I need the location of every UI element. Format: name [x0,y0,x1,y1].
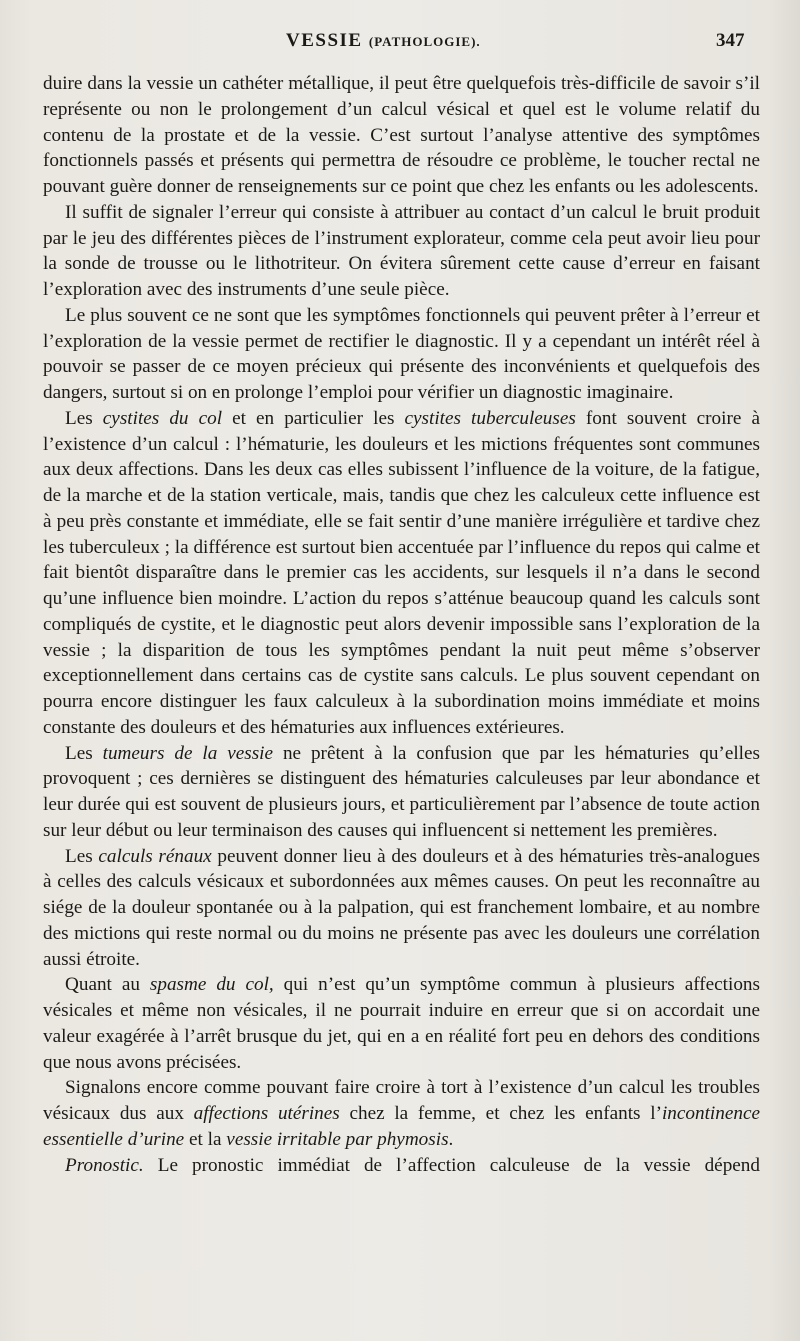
text-run: et la [184,1128,227,1150]
running-title [286,30,481,52]
page-number: 347 [716,30,745,51]
text-run: . [448,1128,454,1150]
paragraph [43,200,760,303]
paragraph [43,741,760,844]
text-run: ne prêtent à la confusion que par les hématuries qu’elles provoquent ; ces dernières se distinguent des hématuries calculeuses par leur abondance et leur durée qui est souvent de plusieurs jours, et particulièrement par l’absence de toute action sur leur début ou leur terminaison des causes qui influencent si nettement les premières. [43,742,760,841]
text-run: Les [65,742,103,764]
text-run: Les [65,845,99,867]
paragraph [43,71,760,200]
paragraph [43,1075,760,1152]
running-title-main: VESSIE [286,30,363,51]
text-run: Signalons encore comme pouvant faire croire à tort à l’existence d’un calcul les troubles vésicaux dus aux [43,1077,760,1124]
italic-term: cystites tuberculeuses [404,407,576,429]
text-run: Il suffit de signaler l’erreur qui consiste à attribuer au contact d’un calcul le bruit produit par le jeu des différentes pièces de l’instrument explorateur, comme cela peut avoir lieu pour la sonde de trousse ou le lithotriteur. On évitera sûrement cette cause d’erreur en faisant l’exploration avec des instruments d’une seule pièce. [43,201,760,300]
italic-term: spasme du col, [149,974,274,996]
italic-term: vessie irritable par phymosis [226,1128,449,1150]
paragraph [43,406,760,741]
italic-term: tumeurs de la vessie [102,742,274,764]
text-run: Les [65,407,103,429]
text-run: Le pronostic immédiat de l’affection calculeuse de la vessie dépend [143,1154,760,1176]
body-text [43,71,760,1178]
running-header [0,30,800,60]
italic-term: calculs rénaux [98,845,212,867]
text-run: Le plus souvent ce ne sont que les symptômes fonctionnels qui peuvent prêter à l’erreur et l’exploration de la vessie permet de rectifier le diagnostic. Il y a cependant un intérêt réel à pouvoir se passer de ce moyen précieux qui présente des inconvénients et quelquefois des dangers, surtout si on en prolonge l’emploi pour vérifier un diagnostic imaginaire. [43,304,760,403]
text-run: duire dans la vessie un cathéter métallique, il peut être quelquefois très-difficile de savoir s’il représente ou non le prolongement d’un calcul vésical et quel est le volume relatif du contenu de la prostate et de la vessie. C’est surtout l’analyse attentive des symptômes fonctionnels passés et présents qui permettra de résoudre ce problème, le toucher rectal ne pouvant guère donner de renseignements sur ce point que chez les enfants ou les adolescents. [43,73,760,197]
paragraph [43,1153,760,1179]
running-title-sub: (PATHOLOGIE). [368,34,481,49]
italic-term: incontinence essentielle d’urine [43,1103,760,1150]
italic-term: Pronostic. [65,1154,144,1176]
text-run: et en particulier les [222,407,405,429]
text-run: Quant au [65,974,150,996]
text-run: peuvent donner lieu à des douleurs et à des hématuries très-analogues à celles des calculs vésicaux et subordonnées aux mêmes causes. On peut les reconnaître au siége de la douleur spontanée ou à la palpation, qui est franchement lombaire, et au nombre des mictions qui reste normal ou du moins ne présente pas avec les douleurs une corrélation aussi étroite. [43,845,760,970]
italic-term: cystites du col [102,407,223,429]
text-run: chez la femme, et chez les enfants l’ [339,1103,662,1124]
italic-term: affections utérines [193,1103,340,1124]
paragraph [43,844,760,973]
paragraph [43,303,760,406]
text-run: qui n’est qu’un symptôme commun à plusieurs affections vésicales et même non vésicales, il ne pourrait induire en erreur que si on accordait une valeur exagérée à l’arrêt brusque du jet, qui en a en réalité fort peu en dehors des conditions que nous avons précisées. [43,974,760,1073]
paragraph [43,972,760,1075]
text-run: font souvent croire à l’existence d’un calcul : l’hématurie, les douleurs et les mictions fréquentes sont communes aux deux affections. Dans les deux cas elles subissent l’influence de la voiture, de la fatigue, de la marche et de la station verticale, mais, tandis que chez les calculeux cette influence est à peu près constante et immédiate, elle se fait sentir d’une manière irrégulière et tardive chez les tuberculeux ; la différence est surtout bien accentuée par l’influence du repos qui calme et fait bientôt disparaître dans le premier cas les accidents, sur lesquels il n’a dans le second qu’une influence bien moindre. L’action du repos s’atténue beaucoup quand les calculs sont compliqués de cystite, et le diagnostic peut alors devenir impossible sans l’exploration de la vessie ; la disparition de tous les symptômes pendant la nuit peut même s’observer exceptionnellement dans certains cas de cystite sans calculs. Le plus souvent cependant on pourra encore distinguer les faux calculeux à la subordination moins immédiate et moins constante des douleurs et des hématuries aux influences extérieures. [43,407,760,738]
